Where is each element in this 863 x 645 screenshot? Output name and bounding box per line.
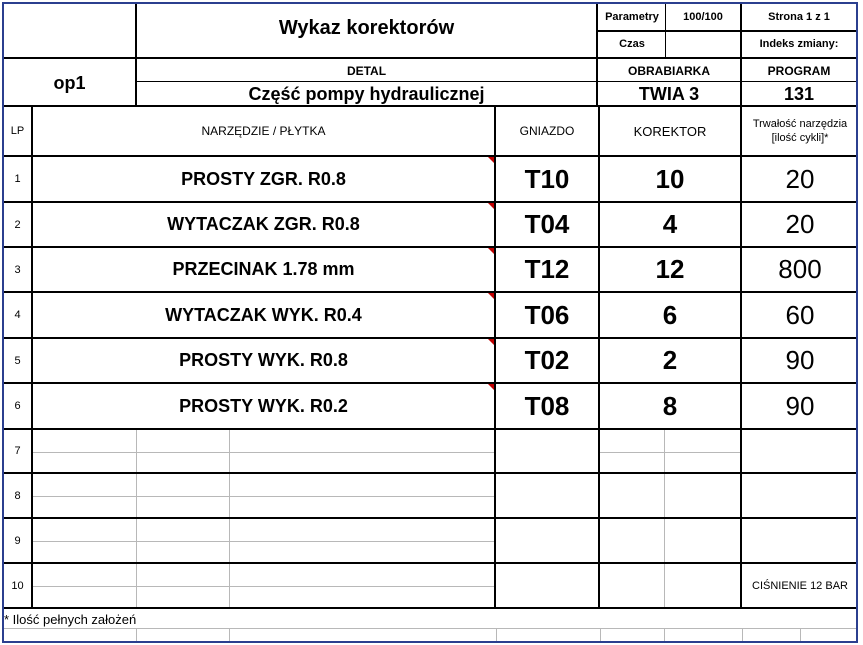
row-slot[interactable]: T08 [524, 390, 570, 421]
table-border [4, 517, 856, 519]
grid-line [4, 628, 856, 629]
table-border [4, 105, 856, 107]
empty-row-lp: 8 [14, 489, 21, 502]
grid-line [496, 628, 497, 641]
grid-line [600, 452, 740, 453]
row-tool-life[interactable]: 90 [785, 345, 815, 375]
grid-line [33, 452, 494, 453]
row-tool-life[interactable]: 20 [785, 163, 815, 194]
grid-line [33, 586, 494, 587]
grid-line [33, 496, 494, 497]
row-corrector[interactable]: 6 [662, 299, 678, 330]
column-header-tool: NARZĘDZIE / PŁYTKA [201, 124, 326, 138]
table-border [31, 105, 33, 607]
row-slot[interactable]: T12 [524, 254, 570, 284]
row-tool[interactable]: PROSTY WYK. R0.2 [179, 395, 348, 416]
row-corrector[interactable]: 2 [662, 345, 678, 375]
czas-label: Czas [619, 38, 645, 50]
row-lp: 6 [14, 400, 21, 412]
row-tool[interactable]: PROSTY ZGR. R0.8 [181, 168, 346, 189]
table-border [4, 428, 856, 430]
table-border [598, 30, 856, 32]
grid-line [742, 628, 743, 641]
page-indicator: Strona 1 z 1 [768, 11, 830, 23]
row-slot[interactable]: T10 [524, 163, 570, 194]
pressure-note: CIŚNIENIE 12 BAR [752, 579, 848, 592]
table-border [598, 105, 600, 607]
grid-line [136, 628, 137, 641]
table-border [4, 291, 856, 293]
table-border [740, 4, 742, 607]
row-slot[interactable]: T06 [524, 299, 570, 330]
grid-line [800, 628, 801, 641]
table-border [4, 57, 856, 59]
detal-label: DETAL [346, 64, 387, 78]
row-tool[interactable]: PRZECINAK 1.78 mm [172, 259, 355, 279]
row-lp: 3 [14, 263, 21, 276]
column-header-corrector: KOREKTOR [633, 123, 707, 139]
table-border [4, 607, 856, 609]
row-tool-life[interactable]: 20 [785, 209, 815, 239]
row-slot[interactable]: T02 [524, 345, 570, 375]
table-border [4, 382, 856, 384]
row-lp: 5 [14, 354, 21, 367]
grid-line [229, 628, 230, 641]
row-tool[interactable]: WYTACZAK ZGR. R0.8 [167, 214, 360, 234]
change-index-label: Indeks zmiany: [759, 38, 839, 50]
row-corrector[interactable]: 8 [662, 390, 678, 421]
table-border [596, 4, 598, 107]
program-label: PROGRAM [767, 64, 831, 78]
row-corrector[interactable]: 4 [662, 209, 678, 239]
column-header-tool-life: Trwałość narzędzia [ilość cykli]* [752, 118, 848, 144]
program-value: 131 [783, 84, 815, 104]
column-header-lp: LP [10, 125, 25, 137]
row-tool-life[interactable]: 800 [778, 254, 822, 284]
table-border [137, 81, 856, 82]
table-border [4, 201, 856, 203]
row-lp: 1 [14, 173, 21, 185]
operation-label: op1 [53, 72, 86, 93]
row-corrector[interactable]: 10 [655, 163, 685, 194]
row-tool[interactable]: PROSTY WYK. R0.8 [179, 350, 348, 370]
empty-row-lp: 7 [14, 445, 21, 457]
row-slot[interactable]: T04 [524, 209, 570, 239]
table-border [4, 562, 856, 564]
row-tool[interactable]: WYTACZAK WYK. R0.4 [165, 304, 362, 325]
row-lp: 2 [14, 218, 21, 231]
table-border [4, 337, 856, 339]
obrabiarka-label: OBRABIARKA [628, 64, 710, 78]
empty-row-lp: 10 [11, 579, 24, 592]
table-border [135, 4, 137, 107]
czas-value[interactable] [666, 31, 740, 57]
parametry-label: Parametry [605, 11, 659, 23]
table-border [494, 105, 496, 607]
table-border [665, 4, 666, 57]
grid-line [600, 628, 601, 641]
grid-line [664, 628, 665, 641]
parametry-value: 100/100 [683, 11, 723, 23]
row-tool-life[interactable]: 90 [785, 390, 815, 421]
footnote: * Ilość pełnych założeń [4, 611, 137, 627]
grid-line [33, 541, 494, 542]
row-tool-life[interactable]: 60 [785, 299, 815, 330]
sheet-title: Wykaz korektorów [278, 16, 455, 39]
table-border [4, 246, 856, 248]
table-border [4, 155, 856, 157]
row-lp: 4 [14, 309, 21, 321]
obrabiarka-value: TWIA 3 [638, 84, 700, 104]
table-border [4, 472, 856, 474]
row-corrector[interactable]: 12 [655, 254, 685, 284]
column-header-slot: GNIAZDO [519, 124, 575, 138]
detal-value: Część pompy hydraulicznej [248, 84, 485, 104]
empty-row-lp: 9 [14, 534, 21, 547]
